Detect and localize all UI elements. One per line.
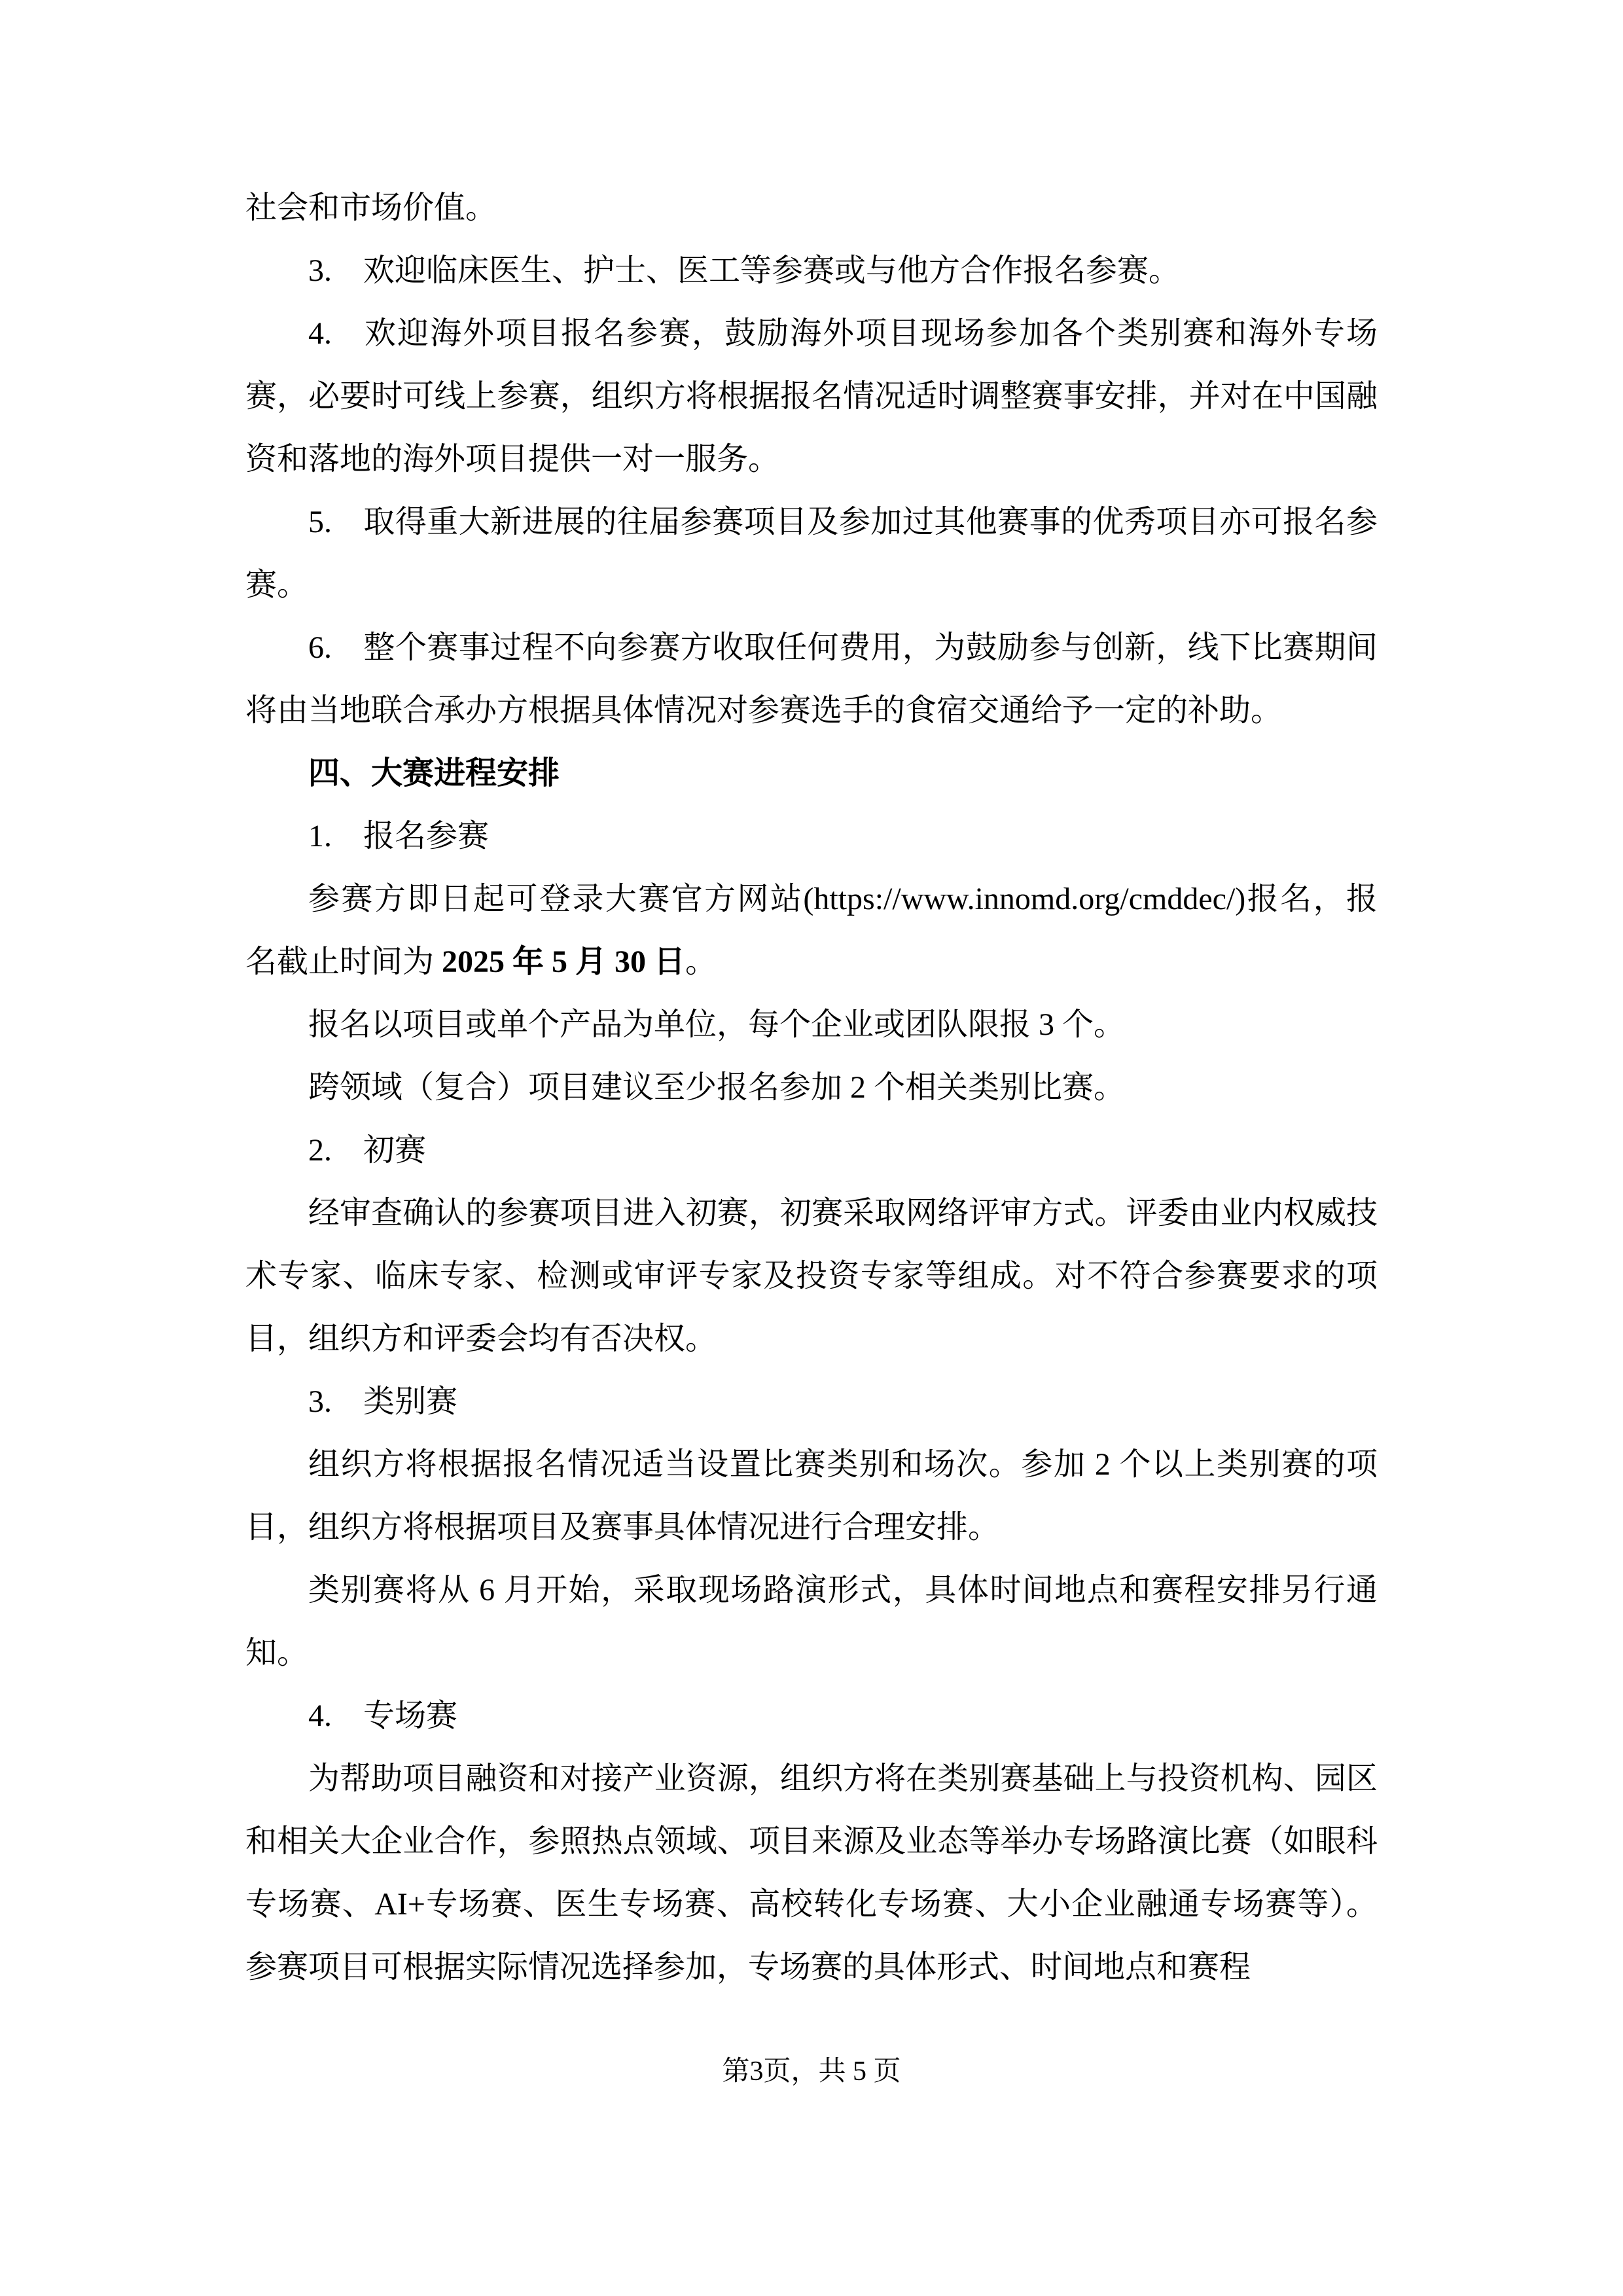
para-text: 。 bbox=[685, 944, 717, 979]
list-text: 报名参赛 bbox=[363, 819, 490, 853]
list-number: 4. bbox=[308, 1698, 332, 1733]
para-special-detail: 为帮助项目融资和对接产业资源，组织方将在类别赛基础上与投资机构、园区和相关大企业合作，参照热点领域、项目来源及业态等举办专场路演比赛（如眼科专场赛、AI+专场赛、医生专场赛、高校转化专场赛、大小企业融通专场赛等）。参赛项目可根据实际情况选择参加，专场赛的具体形式、时间地点和赛程 bbox=[245, 1761, 1378, 1984]
list-item-6 bbox=[245, 617, 1378, 742]
list-text: 欢迎临床医生、护士、医工等参赛或与他方合作报名参赛。 bbox=[363, 253, 1181, 288]
para-category-setup: 组织方将根据报名情况适当设置比赛类别和场次。参加 2 个以上类别赛的项目，组织方将根据项目及赛事具体情况进行合理安排。 bbox=[245, 1447, 1378, 1545]
para-crossdomain-advice: 跨领域（复合）项目建议至少报名参加 2 个相关类别比赛。 bbox=[308, 1070, 1126, 1105]
para-continuation: 社会和市场价值。 bbox=[245, 190, 497, 225]
section-heading-progress: 四、大赛进程安排 bbox=[308, 756, 560, 791]
list-number: 4. bbox=[308, 316, 332, 351]
list-item-sub-1-registration bbox=[245, 805, 1378, 868]
list-text: 整个赛事过程不向参赛方收取任何费用，为鼓励参与创新，线下比赛期间将由当地联合承办方根据具体情况对参赛选手的食宿交通给予一定的补助。 bbox=[245, 630, 1378, 728]
list-number: 5. bbox=[308, 505, 332, 539]
list-item-sub-4-special bbox=[245, 1685, 1378, 1748]
list-text: 初赛 bbox=[363, 1133, 427, 1168]
list-item-sub-2-preliminary bbox=[245, 1119, 1378, 1182]
list-number: 3. bbox=[308, 253, 332, 288]
list-number: 1. bbox=[308, 819, 332, 853]
list-number: 6. bbox=[308, 630, 332, 665]
para-preliminary-detail: 经审查确认的参赛项目进入初赛，初赛采取网络评审方式。评委由业内权威技术专家、临床专家、检测或审评专家及投资专家等组成。对不符合参赛要求的项目，组织方和评委会均有否决权。 bbox=[245, 1196, 1378, 1356]
list-number: 2. bbox=[308, 1133, 332, 1168]
list-text: 专场赛 bbox=[363, 1698, 458, 1733]
list-text: 取得重大新进展的往届参赛项目及参加过其他赛事的优秀项目亦可报名参赛。 bbox=[245, 505, 1378, 602]
deadline-date: 2025 年 5 月 30 日 bbox=[442, 944, 686, 979]
para-registration-deadline bbox=[245, 868, 1378, 994]
list-item-3 bbox=[245, 240, 1378, 302]
list-item-4 bbox=[245, 302, 1378, 491]
para-category-schedule: 类别赛将从 6 月开始，采取现场路演形式，具体时间地点和赛程安排另行通知。 bbox=[245, 1573, 1378, 1670]
para-entry-unit-limit: 报名以项目或单个产品为单位，每个企业或团队限报 3 个。 bbox=[308, 1007, 1126, 1042]
list-item-5 bbox=[245, 491, 1378, 617]
list-text: 类别赛 bbox=[363, 1384, 458, 1419]
page-footer: 第3页，共 5 页 bbox=[722, 2056, 901, 2087]
list-item-sub-3-category bbox=[245, 1371, 1378, 1433]
para-text: 参赛方即日起可登录大赛官方网站(https://www.innomd.org/cmddec/)报名，报名截止时间为 bbox=[245, 882, 1378, 979]
list-text: 欢迎海外项目报名参赛，鼓励海外项目现场参加各个类别赛和海外专场赛，必要时可线上参赛，组织方将根据报名情况适时调整赛事安排，并对在中国融资和落地的海外项目提供一对一服务。 bbox=[245, 316, 1378, 476]
list-number: 3. bbox=[308, 1384, 332, 1419]
